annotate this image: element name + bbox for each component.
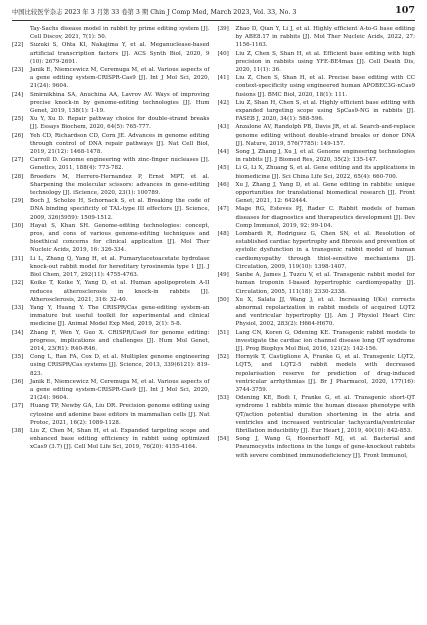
reference-entry bbox=[12, 25, 210, 41]
reference-text: Sanbe A, James J, Tuzcu V, et al. Transgenic rabbit model for human troponin I-based hypertrophic cardiomyopathy [J]. Circulation, 2005, 111(18): 2330-2338. bbox=[235, 272, 415, 295]
reference-number: [30] bbox=[12, 222, 24, 229]
reference-number: [40] bbox=[217, 50, 229, 57]
reference-number: [48] bbox=[217, 231, 229, 238]
reference-text: Janik E, Niemcewicz M, Ceremuga M, et al. Various aspects of a gene editing system-CRISPR-Cas9 [J]. Int J Mol Sci, 2020, 21(24): 9604. bbox=[30, 67, 210, 90]
reference-entry bbox=[12, 91, 210, 116]
reference-entry bbox=[218, 394, 416, 435]
reference-number: [35] bbox=[12, 354, 24, 361]
reference-entry bbox=[12, 173, 210, 198]
reference-entry bbox=[218, 435, 416, 460]
page-number: 107 bbox=[395, 5, 415, 16]
reference-text: Yeh CD, Richardson CD, Corn JE. Advances in genome editing through control of DNA repair pathways [J]. Nat Cell Biol, 2019, 21(12): 1468-1478. bbox=[30, 132, 210, 156]
reference-text: Broeders M, Herrero-Hernandez P, Ernst MPT, et al. Sharpening the molecular scissors: advances in gene-editing technology [J]. iScience, 2020, 23(1): 100789. bbox=[30, 173, 210, 197]
reference-number: [23] bbox=[12, 67, 24, 74]
reference-entry bbox=[12, 115, 210, 131]
reference-number: [33] bbox=[12, 304, 24, 311]
reference-entry bbox=[218, 181, 416, 206]
reference-entry bbox=[218, 25, 416, 50]
reference-entry bbox=[218, 230, 416, 271]
reference-entry bbox=[218, 50, 416, 75]
reference-text: Song J, Wang G, Hoenerhoff MJ, et al. Bacterial and Pneumocystis infections in the lungs of gene-knockout rabbits with severe combined immunodeficiency [J]. Front Immunol, bbox=[235, 436, 415, 459]
reference-text: Tay-Sachs disease model in rabbit by prime editing system [J]. Cell Discov, 2021, 7(1): 50. bbox=[30, 26, 210, 41]
reference-entry bbox=[218, 205, 416, 230]
reference-number: [54] bbox=[217, 436, 229, 443]
reference-entry bbox=[12, 427, 210, 452]
reference-text: Liu Z, Chen M, Shan H, et al. Expanded targeting scope and enhanced base editing efficiency in rabbit using optimized xCas9 (3.7) [J]. Cell Mol Life Sci, 2019, 76(20): 4155-4164. bbox=[30, 427, 210, 451]
reference-number: [43] bbox=[217, 124, 229, 131]
reference-text: Xu J, Zhang J, Yang D, et al. Gene editing in rabbits: unique opportunities for translational biomedical research [J]. Front Genet, 2021, 12: 642444. bbox=[235, 181, 415, 205]
reference-entry bbox=[12, 353, 210, 378]
reference-text: Zhang F, Wen Y, Guo X. CRISPR/Cas9 for genome editing: progress, implications and challenges [J]. Hum Mol Genet, 2014, 23(R1): R40-R46. bbox=[30, 329, 210, 352]
reference-number: [24] bbox=[12, 91, 24, 98]
reference-number: [45] bbox=[217, 165, 229, 172]
reference-entry bbox=[12, 329, 210, 354]
reference-entry bbox=[218, 271, 416, 296]
reference-number: [27] bbox=[12, 157, 24, 164]
reference-number: [31] bbox=[12, 255, 24, 262]
reference-number: [53] bbox=[217, 395, 229, 402]
reference-text: Li L, Zhang Q, Yang H, et al. Fumarylacetoacetate hydrolase knock-out rabbit model for hereditary tyrosinemia type 1 [J]. J Biol Chem, 2017, 292(11): 4755-4763. bbox=[30, 255, 210, 279]
reference-number: [44] bbox=[217, 149, 229, 156]
reference-text: Liu Z, Chen S, Shan H, et al. Efficient base editing with high precision in rabbits using YFE-BE4max [J]. Cell Death Dis, 2020, 11(1): 36. bbox=[235, 50, 415, 74]
reference-text: Liu Z, Chen S, Shan H, et al. Precise base editing with CC context-specificity using engineered human APOBEC3G-nCas9 fusions [J]. BMC Biol, 2020, 18(1): 111. bbox=[235, 75, 415, 98]
reference-number: [50] bbox=[217, 296, 229, 303]
reference-text: Odening KE, Bodi I, Franke G, et al. Transgenic short-QT syndrome 1 rabbits mimic the human disease phenotype with QT/action potential duration shortening in the atria and ventricles and increased ventricular tachycardia/ventricular fibrillation inducibility [J]. Eur Heart J, 2019, 40(10): 842-853. bbox=[235, 395, 415, 434]
reference-text: Janik E, Niemcewicz M, Ceremuga M, et al. Various aspects of a gene editing system-CRISPR-Cas9 [J]. Int J Mol Sci, 2020, 21(24): 9604. bbox=[30, 378, 210, 402]
reference-number: [39] bbox=[217, 26, 229, 32]
reference-entry bbox=[218, 164, 416, 180]
reference-text: Lombardi R, Rodriguez G, Chen SN, et al. Resolution of established cardiac hypertrophy and fibrosis and prevention of systolic dysfunction in a transgenic rabbit model of human cardiomyopathy through thiol-sensitive mechanisms [J]. Circulation, 2009, 119(10): 1398-1407. bbox=[235, 231, 415, 270]
reference-number: [28] bbox=[12, 173, 24, 180]
reference-entry bbox=[12, 197, 210, 222]
reference-entry bbox=[12, 66, 210, 91]
reference-number: [37] bbox=[12, 403, 24, 410]
reference-entry bbox=[12, 255, 210, 280]
reference-text: Song J, Zhang J, Xu J, et al. Genome engineering technologies in rabbits [J]. J Biomed Res, 2020, 35(2): 135-147. bbox=[235, 149, 415, 164]
reference-number: [25] bbox=[12, 116, 24, 123]
reference-number: [29] bbox=[12, 198, 24, 205]
reference-entry bbox=[12, 402, 210, 427]
reference-entry bbox=[218, 296, 416, 329]
reference-number: [51] bbox=[217, 329, 229, 336]
reference-text: Smirnikhina SA, Anuchina AA, Lavrov AV. Ways of improving precise knock-in by genome-editing technologies [J]. Hum Genet, 2019, 138(1): 1-19. bbox=[30, 91, 210, 115]
reference-entry bbox=[12, 156, 210, 172]
reference-entry bbox=[218, 99, 416, 124]
running-header bbox=[12, 6, 415, 21]
reference-text: Li G, Li X, Zhuang S, et al. Gene editing and its applications in biomedicine [J]. Sci China Life Sci, 2022, 65(4): 660-700. bbox=[235, 165, 415, 180]
reference-columns bbox=[12, 25, 415, 625]
reference-text: Yang Y, Huang Y. The CRISPR/Cas gene-editing system-an immature but useful toolkit for experimental and clinical medicine [J]. Animal Model Exp Med, 2019, 2(1): 5-8. bbox=[30, 304, 210, 328]
left-reference-column bbox=[12, 25, 210, 625]
reference-number: [42] bbox=[217, 99, 229, 106]
reference-text: Suzuki S, Ohta KI, Nakajima Y, et al. Meganuclease-based artificial transcription factors [J]. ACS Synth Biol, 2020, 9 (10): 2679-2691. bbox=[30, 42, 210, 65]
reference-entry bbox=[218, 123, 416, 148]
reference-entry bbox=[12, 132, 210, 157]
reference-text: Hayat S, Khan SH. Genome-editing technologies: concept, pros, and cons of various genome-editing techniques and bioethical concerns for clinical application [J]. Mol Ther Nucleic Acids, 2019, 16: 326-334. bbox=[30, 222, 210, 254]
reference-number: [36] bbox=[12, 378, 24, 385]
reference-entry bbox=[12, 41, 210, 66]
reference-number: [34] bbox=[12, 329, 24, 336]
reference-entry bbox=[12, 378, 210, 403]
reference-entry bbox=[218, 148, 416, 164]
reference-text: Zhao D, Qian Y, Li J, et al. Highly efficient A-to-G base editing by ABE8.17 in rabbits [J]. Mol Ther Nucleic Acids, 2022, 27: 1156-1163. bbox=[235, 26, 415, 49]
reference-text: Xu Y, Xu D. Repair pathway choice for double-strand breaks [J]. Essays Biochem, 2020, 64(5): 765-777. bbox=[30, 116, 210, 131]
reference-number: [38] bbox=[12, 427, 24, 434]
reference-number: [47] bbox=[217, 206, 229, 213]
reference-number: [26] bbox=[12, 132, 24, 139]
reference-text: Xu X, Salata JJ, Wang J, et al. Increasing I(Ks) corrects abnormal repolarization in rabbit models of acquired LQT2 and ventricular hypertrophy [J]. Am J Physiol Heart Circ Physiol, 2002, 283(2): H664-H670. bbox=[235, 296, 415, 328]
reference-number: [22] bbox=[12, 42, 24, 49]
journal-title: 中国比较医学杂志 2023 年 3 月第 33 卷第 3 期 Chin J Comp Med, March 2023, Vol. 33, No. 3 bbox=[12, 9, 297, 16]
reference-number: [52] bbox=[217, 354, 229, 361]
reference-entry bbox=[218, 74, 416, 99]
reference-entry bbox=[12, 304, 210, 329]
right-reference-column bbox=[218, 25, 416, 625]
reference-number: [32] bbox=[12, 280, 24, 287]
reference-entry bbox=[218, 329, 416, 354]
reference-number: [46] bbox=[217, 181, 229, 188]
reference-text: Lang CN, Koren G, Odening KE. Transgenic rabbit models to investigate the cardiac ion channel disease long QT syndrome [J]. Prog Biophys Mol Biol, 2016, 121(2): 142-156. bbox=[235, 329, 415, 352]
reference-entry bbox=[218, 353, 416, 394]
reference-text: Huang TP, Newby GA, Liu DR. Precision genome editing using cytosine and adenine base editors in mammalian cells [J]. Nat Protoc, 2021, 16(2): 1089-1128. bbox=[30, 403, 210, 426]
reference-text: Hornyik T, Castiglione A, Franke G, et al. Transgenic LQT2, LQT5, and LQT2-5 rabbit models with decreased repolarisation reserve for prediction of drug-induced ventricular arrhythmias [J]. Br J Pharmacol, 2020, 177(16): 3744-3759. bbox=[235, 354, 415, 393]
reference-text: Cong L, Ran FA, Cox D, et al. Multiplex genome engineering using CRISPR/Cas systems [J]. Science, 2013, 339(6121): 819-823. bbox=[30, 354, 210, 377]
reference-number: [49] bbox=[217, 272, 229, 279]
reference-text: Anzalone AV, Randolph PB, Davis JR, et al. Search-and-replace genome editing without double-strand breaks or donor DNA [J]. Nature, 2019, 576(7785): 149-157. bbox=[235, 124, 415, 147]
reference-entry bbox=[12, 222, 210, 255]
reference-text: Liu Z, Shan H, Chen S, et al. Highly efficient base editing with expanded targeting scope using SpCas9-NG in rabbits [J]. FASEB J, 2020, 34(1): 588-596. bbox=[235, 99, 415, 123]
reference-number: [41] bbox=[217, 75, 229, 82]
reference-entry bbox=[12, 279, 210, 304]
reference-text: Mage RG, Esteves PJ, Rader C. Rabbit models of human diseases for diagnostics and therapeutics development [J]. Dev Comp Immunol, 2019, 92: 99-104. bbox=[235, 206, 415, 229]
reference-text: Boch J, Scholze H, Schornack S, et al. Breaking the code of DNA binding specificity of TAL-type III effectors [J]. Science, 2009, 326(5959): 1509-1512. bbox=[30, 198, 210, 221]
reference-text: Koike T, Koike Y, Yang D, et al. Human apolipoprotein A-II reduces atherosclerosis in knock-in rabbits [J]. Atherosclerosis, 2021, 316: 32-40. bbox=[30, 280, 210, 303]
reference-text: Carroll D. Genome engineering with zinc-finger nucleases [J]. Genetics, 2011, 188(4): 773-782. bbox=[30, 157, 210, 172]
